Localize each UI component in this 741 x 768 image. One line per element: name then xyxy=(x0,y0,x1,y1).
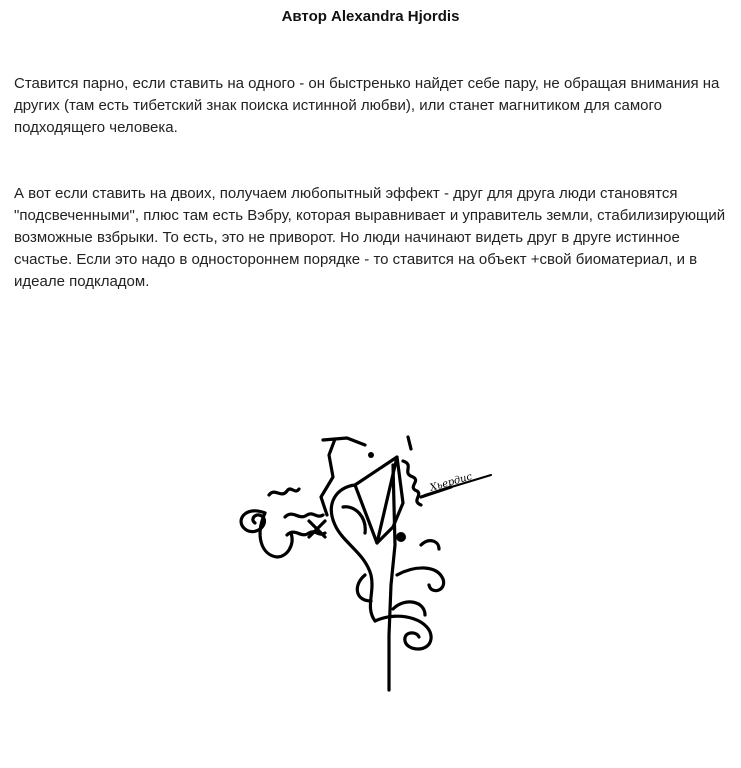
sigil-dot-1 xyxy=(396,532,406,542)
sigil-right-curl-1 xyxy=(397,568,444,591)
sigil-dot-2 xyxy=(368,452,374,458)
author-heading: Автор Alexandra Hjordis xyxy=(281,8,460,25)
sigil-waves-1 xyxy=(269,489,299,495)
sigil-spine xyxy=(389,465,395,690)
sigil-waves-2 xyxy=(285,514,323,517)
sigil-signature: Хьердис xyxy=(428,471,474,494)
sigil-lower-bulb xyxy=(375,616,431,649)
paragraph-1: Ставится парно, если ставить на одного - он быстренько найдет себе пару, не обращая внимания на других (там есть тибетский знак поиска истинной любви), или станет магнитиком для самого подходящего человека. xyxy=(14,75,720,136)
sigil-top-bar xyxy=(323,438,365,445)
paragraph-2: А вот если ставить на двоих, получаем любопытный эффект - друг для друга люди становятся "подсвеченными", плюс там есть Вэбру, которая выравнивает и управитель земли, стабилизирующий возможные взбрыки. То есть, это не приворот. Но люди начинают видеть друг в друге истинное счастье. Если это надо в одностороннем порядке - то ставится на объект +свой биоматериал, и в идеале подкладом. xyxy=(14,185,726,290)
sigil-right-zigzag xyxy=(403,461,421,505)
sigil-right-curl-2 xyxy=(393,602,425,615)
sigil-right-hook xyxy=(421,541,439,549)
sigil-top-tick xyxy=(408,437,411,449)
sigil-drawing xyxy=(225,425,515,700)
sigil-lower-left-curl xyxy=(357,575,371,601)
sigil-body-curve-2 xyxy=(343,507,365,533)
